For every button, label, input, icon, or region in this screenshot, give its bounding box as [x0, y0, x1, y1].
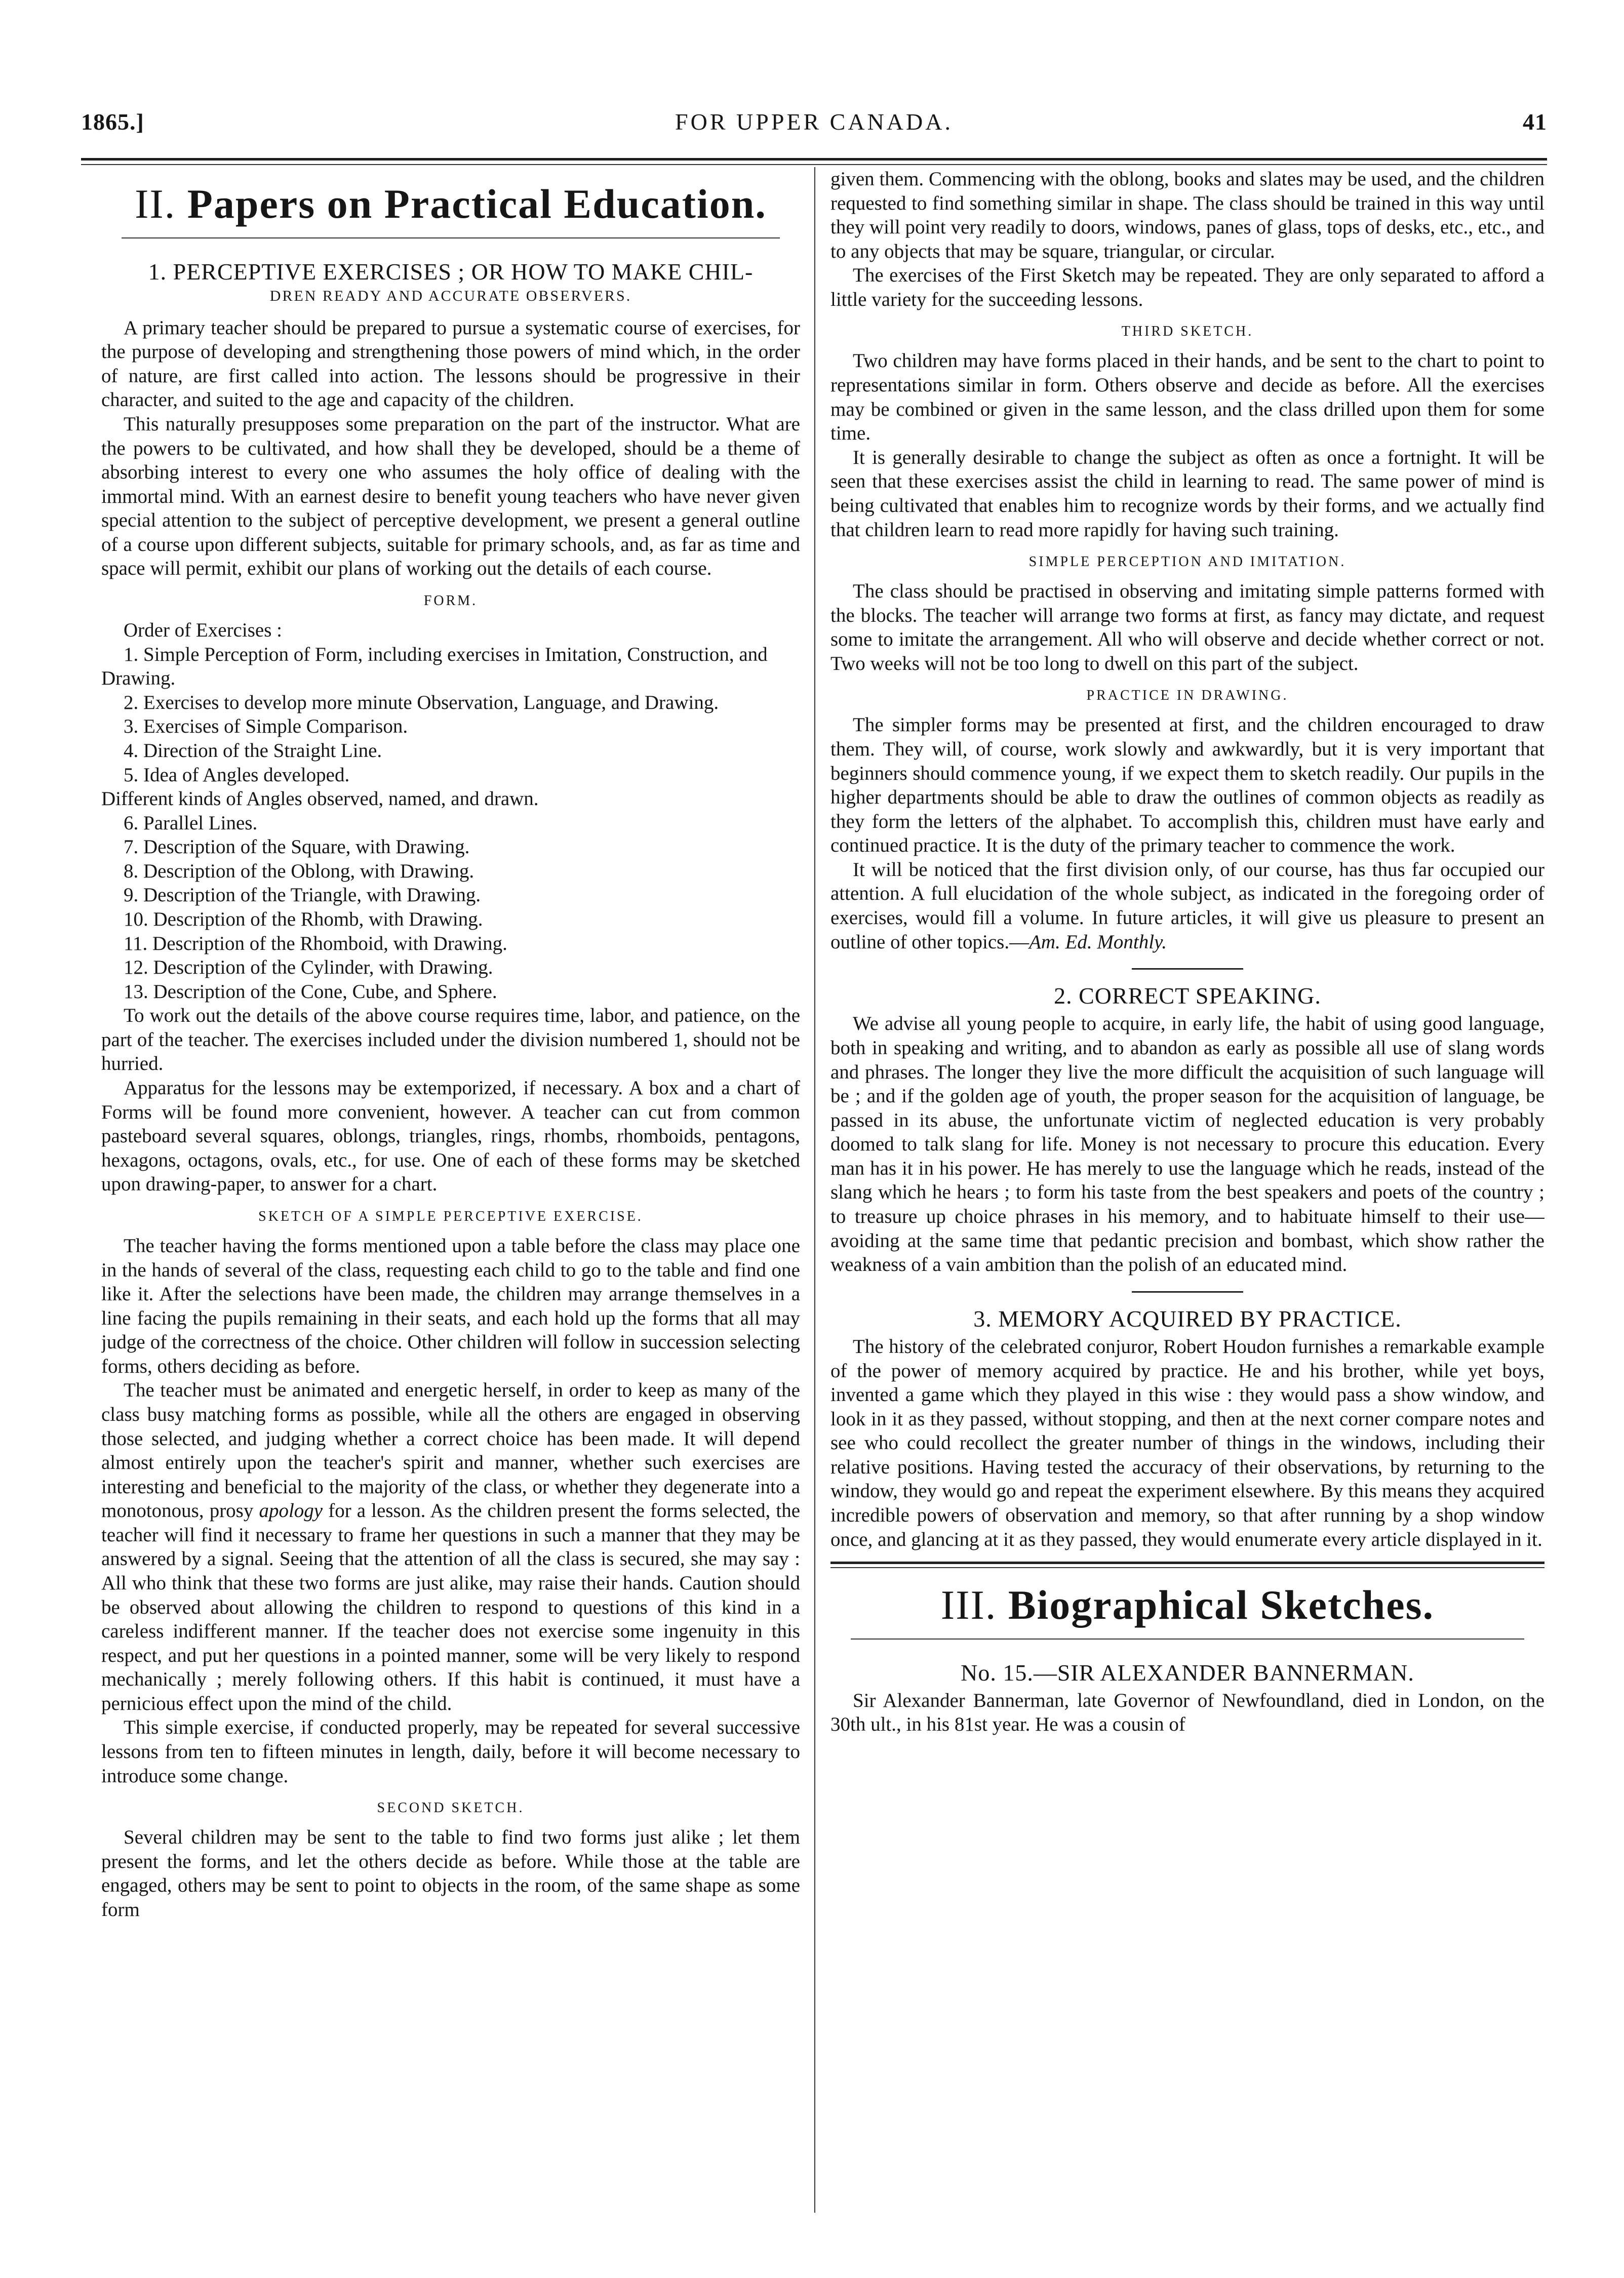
section-numeral: II.: [135, 181, 176, 227]
exercise-item: Different kinds of Angles observed, named, and drawn.: [101, 788, 539, 810]
subhead-second-sketch: SECOND SKETCH.: [377, 1800, 525, 1816]
signature: Am. Ed. Monthly.: [1029, 931, 1167, 953]
paragraph: Order of Exercises :: [124, 619, 282, 642]
paragraph: The simpler forms may be presented at first, and the children encouraged to draw them. They will, of course, work slowly and awkwardly, but it is very important that beginners should commence young, if we expect them to sketch readily. Our pupils in the higher departments should be able to draw the outlines of common objects as readily as they form the letters of the alphabet. To accomplish this, children must have early and continued practice. It is the duty of the primary teacher to commence the work.: [830, 714, 1544, 857]
subhead-drawing: PRACTICE IN DRAWING.: [1086, 688, 1289, 704]
paragraph: It is generally desirable to change the subject as often as once a fortnight. It will be seen that these exercises assist the child in learning to read. The same power of mind is being cultivated that enables him to recognize words by their forms, and we actually find that children learn to read more rapidly for having such training.: [830, 446, 1544, 541]
subhead-simple-perception: SIMPLE PERCEPTION AND IMITATION.: [1028, 554, 1346, 570]
exercise-list: [101, 643, 800, 1004]
subhead-sketch: SKETCH OF A SIMPLE PERCEPTIVE EXERCISE.: [258, 1208, 643, 1224]
section-numeral: III.: [940, 1582, 997, 1628]
running-head: [81, 108, 1547, 149]
right-column: [830, 167, 1544, 2212]
paragraph: This simple exercise, if conducted properly, may be repeated for several successive lessons from ten to fifteen minutes in length, daily, before it will become necessary to introduce some change.: [101, 1716, 800, 1787]
section-rule: [851, 1638, 1524, 1640]
article-rule: [1132, 1291, 1243, 1293]
paragraph: Apparatus for the lessons may be extemporized, if necessary. A box and a chart of Forms will be found more convenient, however. A teacher can cut from common pasteboard several squares, oblongs, triangles, rings, rhombs, rhomboids, pentagons, hexagons, octagons, ovals, etc., for use. One of each of these forms may be sketched upon drawing-paper, to answer for a chart.: [101, 1077, 800, 1195]
exercise-item: 5. Idea of Angles developed.: [124, 764, 350, 786]
exercise-item: 8. Description of the Oblong, with Drawing.: [124, 860, 474, 882]
exercise-item: 2. Exercises to develop more minute Observation, Language, and Drawing.: [124, 691, 719, 713]
exercise-item: 1. Simple Perception of Form, including exercises in Imitation, Construction, and Drawing.: [101, 643, 768, 690]
paragraph: given them. Commencing with the oblong, books and slates may be used, and the children requested to find something similar in shape. The class should be trained in this way until they will point very readily to doors, windows, panes of glass, tops of desks, etc., etc., and to any objects that may be square, triangular, or circular.: [830, 168, 1544, 262]
paragraph: Sir Alexander Bannerman, late Governor of Newfoundland, died in London, on the 30th ult., in his 81st year. He was a cousin of: [830, 1689, 1544, 1736]
paragraph: The teacher having the forms mentioned upon a table before the class may place one in the hands of several of the class, requesting each child to go to the table and find one like it. After the selections have been made, the children may arrange themselves in a line facing the pupils remaining in their seats, and each hold up the forms that all may judge of the correctness of the choice. Other children will follow in succession selecting forms, others deciding as before.: [101, 1234, 800, 1377]
exercise-item: 11. Description of the Rhomboid, with Drawing.: [124, 932, 507, 954]
paragraph: To work out the details of the above course requires time, labor, and patience, on the part of the teacher. The exercises included under the division numbered 1, should not be hurried.: [101, 1005, 800, 1075]
paragraph: Two children may have forms placed in their hands, and be sent to the chart to point to representations similar in form. Others observe and decide as before. All the exercises may be combined or given in the same lesson, and the class drilled upon them for some time.: [830, 350, 1544, 445]
paragraph: A primary teacher should be prepared to pursue a systematic course of exercises, for the purpose of developing and strengthening those powers of mind which, in the order of nature, are first called into action. The lessons should be progressive in their character, and suited to the age and capacity of the children.: [101, 316, 800, 411]
exercise-item: 13. Description of the Cone, Cube, and Sphere.: [124, 980, 497, 1003]
header-title: FOR UPPER CANADA.: [675, 109, 953, 135]
paragraph: [101, 1378, 800, 1715]
article-subtitle: DREN READY AND ACCURATE OBSERVERS.: [269, 287, 632, 304]
section-heading-ii: [101, 178, 800, 230]
exercise-item: 6. Parallel Lines.: [124, 812, 258, 834]
article-title: No. 15.—SIR ALEXANDER BANNERMAN.: [961, 1659, 1414, 1686]
paragraph: It will be noticed that the first division only, of our course, has thus far occupied our attention. A full elucidation of the whole subject, as indicated in the foregoing order of exercises, would fill a volume. In future articles, it will give us pleasure to present an outline of other topics.—Am. Ed. Monthly.: [830, 858, 1544, 953]
article-rule: [1132, 968, 1243, 970]
text-run: The teacher must be animated and energetic herself, in order to keep as many of the class busy matching forms as possible, while all the others are engaged in observing those selected, and judging whether a correct choice has been made. It will depend almost entirely upon the teacher's spirit and manner, whether such exercises are interesting and beneficial to the majority of the class, or whether they degenerate into a monotonous, prosy: [101, 1379, 800, 1522]
exercise-item: 3. Exercises of Simple Comparison.: [124, 715, 408, 738]
column-divider: [814, 167, 815, 2213]
article-title: 2. CORRECT SPEAKING.: [1054, 983, 1321, 1009]
paragraph: We advise all young people to acquire, in early life, the habit of using good language, both in speaking and writing, and to abandon as early as possible all use of slang words and phrases. The longer they live the more difficult the acquisition of such language will be ; and if the golden age of youth, the proper season for the acquisition of language, be passed in its abuse, the unfortunate victim of neglected education is very probably doomed to talk slang for life. Money is not necessary to procure this education. Every man has it in his power. He has merely to use the language which he reads, instead of the slang which he hears ; to form his taste from the best speakers and poets of the country ; to treasure up choice phrases in his memory, and to habituate himself to their use—avoiding at the same time that pedantic precision and bombast, which show rather the weakness of a vain ambition than the polish of an educated mind.: [830, 1013, 1544, 1276]
subhead-third-sketch: THIRD SKETCH.: [1121, 324, 1254, 340]
exercise-item: 12. Description of the Cylinder, with Drawing.: [124, 956, 493, 979]
text-run: It will be noticed that the first division only, of our course, has thus far occupied our attention. A full elucidation of the whole subject, as indicated in the foregoing order of exercises, would fill a volume. In future articles, it will give us pleasure to present an outline of other topics.: [830, 858, 1544, 953]
paragraph: Several children may be sent to the table to find two forms just alike ; let them present the forms, and let the others decide as before. While those at the table are engaged, others may be sent to point to objects in the room, of the same shape as some form: [101, 1826, 800, 1921]
paragraph: The class should be practised in observing and imitating simple patterns formed with the blocks. The teacher will arrange two forms at first, as fancy may dictate, and request some to imitate the arrangement. All who will observe and decide whether correct or not. Two weeks will not be too long to dwell on this part of the subject.: [830, 580, 1544, 674]
left-column: [101, 167, 800, 2212]
section-rule-thick: [830, 1562, 1544, 1564]
section-title: Biographical Sketches.: [1008, 1582, 1435, 1628]
article-title: 1. PERCEPTIVE EXERCISES ; OR HOW TO MAKE CHIL-: [148, 258, 754, 285]
paragraph: This naturally presupposes some preparation on the part of the instructor. What are the powers to be cultivated, and how shall they be developed, should be a theme of absorbing interest to every one who assumes the holy office of dealing with the immortal mind. With an earnest desire to benefit young teachers who have never given special attention to the subject of perceptive development, we present a general outline of a course upon different subjects, suitable for primary schools, and, as far as time and space will permit, exhibit our plans of working out the details of each course.: [101, 413, 800, 580]
exercise-item: 9. Description of the Triangle, with Drawing.: [124, 884, 481, 906]
section-rule: [122, 237, 780, 238]
exercise-item: 10. Description of the Rhomb, with Drawing.: [124, 908, 483, 930]
exercise-item: 4. Direction of the Straight Line.: [124, 739, 382, 762]
text-run: for a lesson. As the children present the forms selected, the teacher will find it necessary to frame her questions in such a manner that they may be answered by a signal. Seeing that the attention of all the class is secured, she may say : All who think that these two forms are just alike, may raise their hands. Caution should be observed about allowing the children to respond to questions of this kind in a careless indifferent manner. If the teacher does not exercise some ingenuity in this respect, and put her questions in a pointed manner, some will be very likely to respond mechanically ; merely following others. If this habit is continued, it must have a pernicious effect upon the mind of the child.: [101, 1500, 800, 1714]
section-rule-thin: [830, 1567, 1544, 1568]
paragraph: The exercises of the First Sketch may be repeated. They are only separated to afford a little variety for the succeeding lessons.: [830, 264, 1544, 310]
article-title: 3. MEMORY ACQUIRED BY PRACTICE.: [973, 1305, 1402, 1332]
subhead-form: FORM.: [423, 593, 478, 609]
page-number: 41: [1523, 109, 1547, 135]
exercise-item: 7. Description of the Square, with Drawing.: [124, 836, 470, 858]
section-title: Papers on Practical Education.: [187, 181, 767, 227]
paragraph: The history of the celebrated conjuror, Robert Houdon furnishes a remarkable example of the power of memory acquired by practice. He and his brother, while yet boys, invented a game which they played in this wise : they would pass a show window, and look in it as they passed, without stopping, and then at the next corner compare notes and see who could recollect the greater number of things in the windows, including their relative positions. Having tested the accuracy of their observations, by returning to the window, they would go and repeat the experiment elsewhere. By this means they acquired incredible powers of observation and memory, so that after running by a shop window once, and glancing at it as they passed, they would enumerate every article displayed in it.: [830, 1335, 1544, 1550]
italic-word: apology: [259, 1500, 323, 1522]
section-heading-iii: [830, 1579, 1544, 1631]
header-rule: [81, 158, 1547, 161]
header-rule-thin: [81, 164, 1547, 165]
header-date: 1865.]: [81, 109, 144, 135]
